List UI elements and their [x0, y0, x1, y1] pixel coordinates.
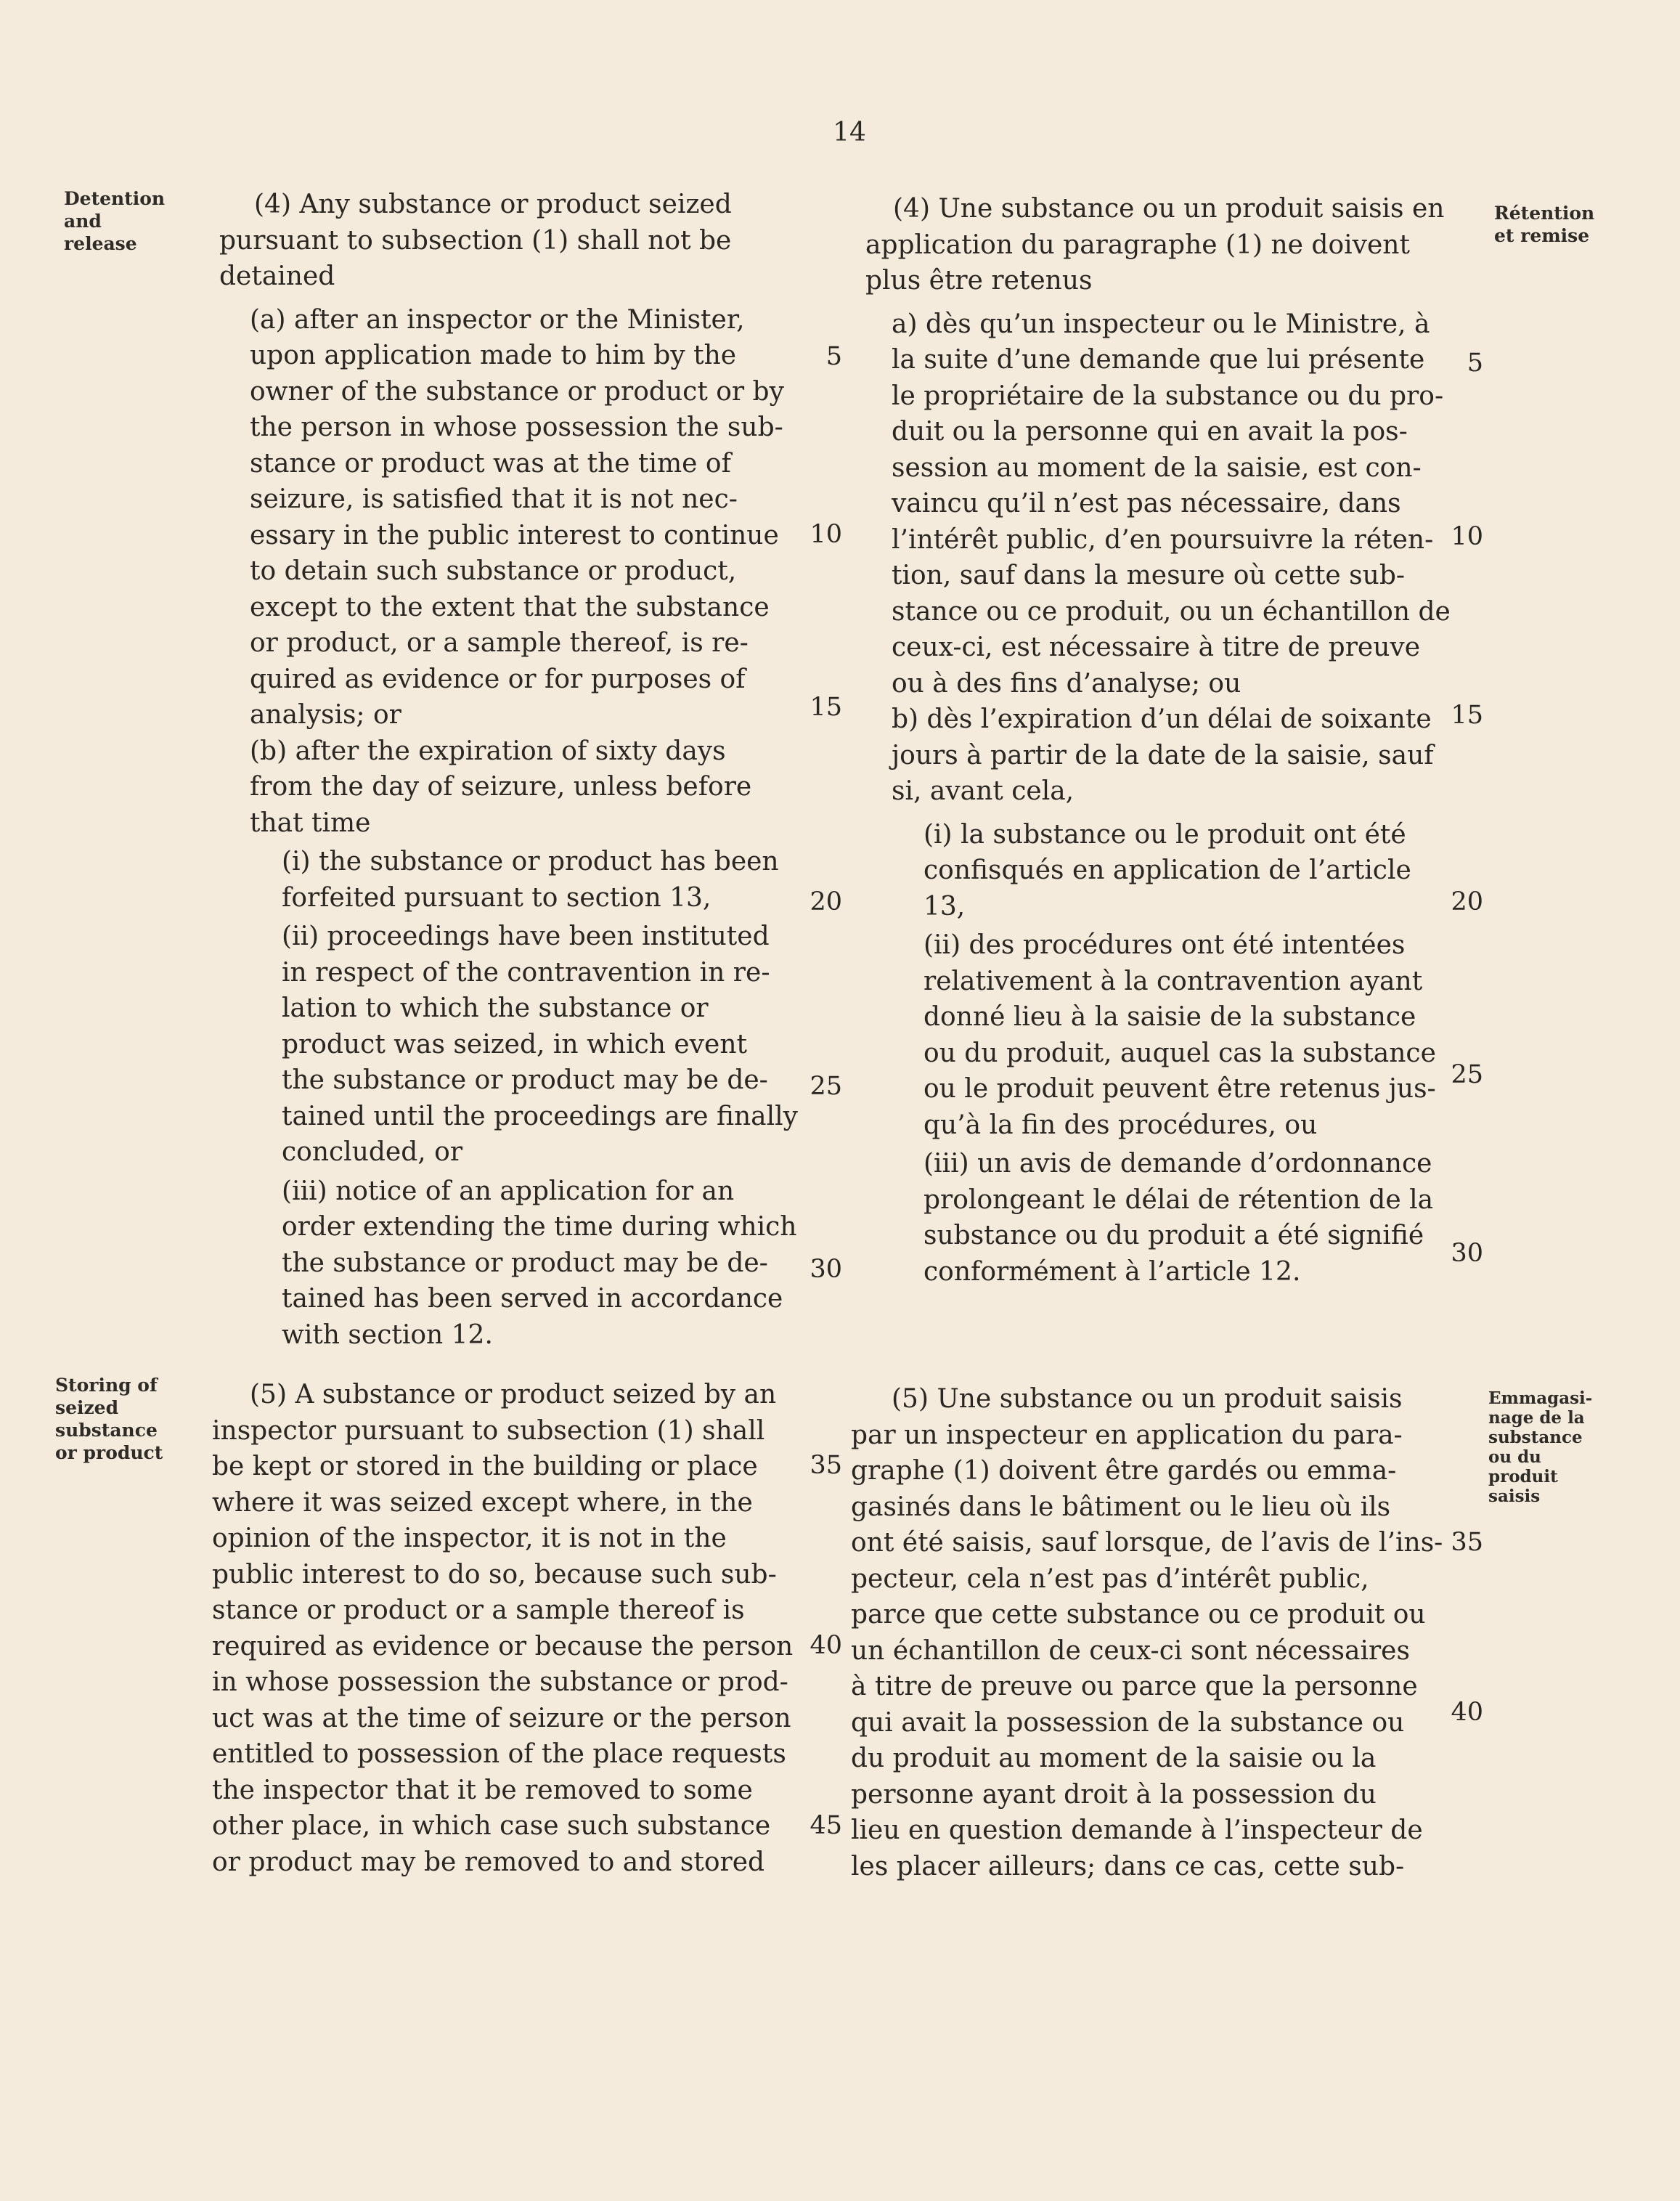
note-line: and [64, 211, 102, 232]
text-line: relativement à la contravention ayant [923, 966, 1423, 996]
line-number: 45 [810, 1811, 842, 1840]
text-line: (i) the substance or product has been [282, 847, 779, 876]
text-line: session au moment de la saisie, est con- [892, 452, 1422, 483]
line-number: 40 [1451, 1698, 1483, 1727]
note-line: substance [55, 1420, 158, 1441]
text-line: qui avait la possession de la substance ou [851, 1707, 1405, 1738]
text-line: tained has been served in accordance [282, 1284, 783, 1314]
text-line: substance ou du produit a été signifié [923, 1221, 1424, 1250]
text-line: graphe (1) doivent être gardés ou emma- [851, 1456, 1397, 1486]
text-line: conformément à l’article 12. [923, 1256, 1301, 1287]
text-line: quired as evidence or for purposes of [250, 664, 746, 694]
text-line: (ii) proceedings have been instituted [282, 922, 770, 951]
text-line: essary in the public interest to continue [250, 520, 779, 550]
margin-note-emmagasinage [1488, 1388, 1592, 1506]
line-number: 30 [1451, 1239, 1483, 1268]
text-line: un échantillon de ceux-ci sont nécessaires [851, 1635, 1410, 1666]
text-line: a) dès qu’un inspecteur ou le Ministre, à [892, 309, 1430, 339]
note-line: saisis [1488, 1486, 1541, 1506]
text-line: la suite d’une demande que lui présente [892, 345, 1425, 375]
text-line: be kept or stored in the building or place [212, 1452, 758, 1481]
line-number: 25 [1451, 1060, 1483, 1089]
text-line: qu’à la fin des procédures, ou [923, 1110, 1318, 1140]
text-line: or product, or a sample thereof, is re- [250, 628, 749, 658]
text-line: (b) after the expiration of sixty days [250, 736, 726, 766]
text-line: concluded, or [282, 1137, 463, 1167]
margin-note-storing [55, 1374, 163, 1464]
note-line: ou du [1488, 1447, 1541, 1467]
text-line: prolongeant le délai de rétention de la [923, 1184, 1434, 1215]
line-number: 25 [810, 1072, 842, 1101]
text-line: ont été saisis, sauf lorsque, de l’avis de l’ins- [851, 1528, 1443, 1558]
text-line: plus être retenus [865, 266, 1093, 296]
text-line: (i) la substance ou le produit ont été [923, 819, 1406, 850]
text-line: personne ayant droit à la possession du [851, 1779, 1377, 1810]
text-line: uct was at the time of seizure or the person [212, 1703, 791, 1733]
text-line: (4) Une substance ou un produit saisis en [893, 194, 1445, 224]
text-line: that time [250, 807, 371, 838]
line-number: 10 [1451, 522, 1483, 551]
text-line: lieu en question demande à l’inspecteur de [851, 1815, 1423, 1845]
french-subsection-4 [865, 191, 1451, 1290]
note-line: release [64, 233, 137, 254]
text-line: donné lieu à la saisie de la substance [923, 1002, 1416, 1032]
text-line: other place, in which case such substance [212, 1811, 771, 1841]
note-line: seized [55, 1397, 119, 1418]
text-line: gasinés dans le bâtiment ou le lieu où ils [851, 1492, 1391, 1522]
text-line: application du paragraphe (1) ne doivent [865, 229, 1410, 260]
text-line: vaincu qu’il n’est pas nécessaire, dans [892, 489, 1401, 518]
text-line: inspector pursuant to subsection (1) shall [212, 1415, 765, 1446]
text-line: the inspector that it be removed to some [212, 1775, 753, 1805]
line-number: 5 [825, 342, 842, 371]
text-line: à titre de preuve ou parce que la personne [851, 1672, 1418, 1701]
text-line: (iii) notice of an application for an [282, 1176, 735, 1206]
text-line: the substance or product may be de- [282, 1248, 768, 1278]
text-line: (a) after an inspector or the Minister, [250, 304, 745, 335]
note-line: Rétention [1494, 203, 1595, 224]
text-line: in respect of the contravention in re- [282, 957, 770, 988]
text-line: b) dès l’expiration d’un délai de soixante [892, 704, 1432, 734]
text-line: seizure, is satisfied that it is not nec- [250, 484, 738, 514]
note-line: substance [1488, 1428, 1583, 1447]
line-number: 10 [810, 520, 842, 549]
text-line: les placer ailleurs; dans ce cas, cette sub- [851, 1851, 1405, 1881]
text-line: ou du produit, auquel cas la substance [923, 1038, 1436, 1068]
text-line: ou à des fins d’analyse; ou [892, 668, 1241, 699]
margin-note-retention [1494, 202, 1594, 247]
text-line: du produit au moment de la saisie ou la [851, 1744, 1377, 1773]
text-line: or product may be removed to and stored [212, 1847, 765, 1877]
english-subsection-4 [219, 187, 798, 1353]
note-line: Emmagasi- [1488, 1388, 1593, 1408]
text-line: 13, [923, 891, 966, 922]
text-line: stance ou ce produit, ou un échantillon de [892, 596, 1451, 627]
text-line: in whose possession the substance or prod- [212, 1667, 788, 1697]
note-line: et remise [1494, 225, 1590, 246]
text-line: except to the extent that the substance [250, 592, 770, 622]
text-line: product was seized, in which event [282, 1029, 747, 1059]
line-number: 15 [1451, 701, 1483, 730]
text-line: opinion of the inspector, it is not in the [212, 1523, 727, 1553]
text-line: from the day of seizure, unless before [250, 772, 752, 802]
text-line: upon application made to him by the [250, 341, 737, 370]
text-line: entitled to possession of the place requests [212, 1739, 786, 1769]
text-line: stance or product or a sample thereof is [212, 1595, 745, 1625]
text-line: jours à partir de la date de la saisie, sauf [892, 740, 1434, 770]
text-line: ou le produit peuvent être retenus jus- [923, 1074, 1436, 1104]
text-line: the substance or product may be de- [282, 1065, 768, 1095]
text-line: pursuant to subsection (1) shall not be [219, 225, 732, 256]
line-number: 20 [1451, 887, 1483, 916]
note-line: nage de la [1488, 1408, 1585, 1428]
text-line: (5) Une substance ou un produit saisis [892, 1384, 1403, 1414]
line-number: 20 [810, 887, 842, 916]
text-line: parce que cette substance ou ce produit ou [851, 1600, 1426, 1630]
page-number: 14 [833, 118, 866, 147]
text-line: tion, sauf dans la mesure où cette sub- [892, 561, 1406, 590]
text-line: where it was seized except where, in the [212, 1487, 753, 1518]
line-number: 35 [810, 1451, 842, 1480]
text-line: the person in whose possession the sub- [250, 412, 783, 442]
english-subsection-5 [212, 1377, 793, 1880]
text-line: duit ou la personne qui en avait la pos- [892, 417, 1408, 447]
text-line: detained [219, 261, 335, 291]
line-number: 15 [810, 693, 842, 722]
text-line: public interest to do so, because such sub- [212, 1559, 777, 1590]
text-line: l’intérêt public, d’en poursuivre la réten- [892, 524, 1434, 555]
note-line: Storing of [55, 1375, 158, 1396]
text-line: (4) Any substance or product seized [254, 190, 732, 219]
line-number: 5 [1467, 349, 1483, 378]
note-line: or product [55, 1442, 163, 1463]
text-line: lation to which the substance or [282, 993, 709, 1023]
text-line: par un inspecteur en application du para- [851, 1420, 1403, 1450]
line-number: 30 [810, 1255, 842, 1284]
text-line: to detain such substance or product, [250, 556, 737, 586]
text-line: with section 12. [282, 1319, 493, 1350]
text-line: ceux-ci, est nécessaire à titre de preuve [892, 632, 1421, 662]
text-line: order extending the time during which [282, 1212, 797, 1242]
text-line: (iii) un avis de demande d’ordonnance [923, 1149, 1432, 1179]
text-line: owner of the substance or product or by [250, 376, 784, 407]
text-line: analysis; or [250, 700, 401, 730]
text-line: le propriétaire de la substance ou du pro- [892, 381, 1444, 411]
margin-note-detention [64, 187, 165, 255]
line-number: 35 [1451, 1528, 1483, 1557]
text-line: tained until the proceedings are finally [282, 1101, 798, 1131]
text-line: pecteur, cela n’est pas d’intérêt public, [851, 1563, 1369, 1594]
text-line: stance or product was at the time of [250, 448, 731, 479]
text-line: si, avant cela, [892, 776, 1075, 806]
line-number: 40 [810, 1631, 842, 1660]
text-line: (ii) des procédures ont été intentées [923, 930, 1406, 960]
note-line: produit [1488, 1467, 1558, 1486]
text-line: forfeited pursuant to section 13, [282, 882, 711, 913]
text-line: confisqués en application de l’article [923, 855, 1411, 885]
french-subsection-5 [851, 1381, 1443, 1884]
text-line: required as evidence or because the person [212, 1631, 794, 1661]
text-line: (5) A substance or product seized by an [250, 1380, 777, 1409]
note-line: Detention [64, 188, 166, 209]
